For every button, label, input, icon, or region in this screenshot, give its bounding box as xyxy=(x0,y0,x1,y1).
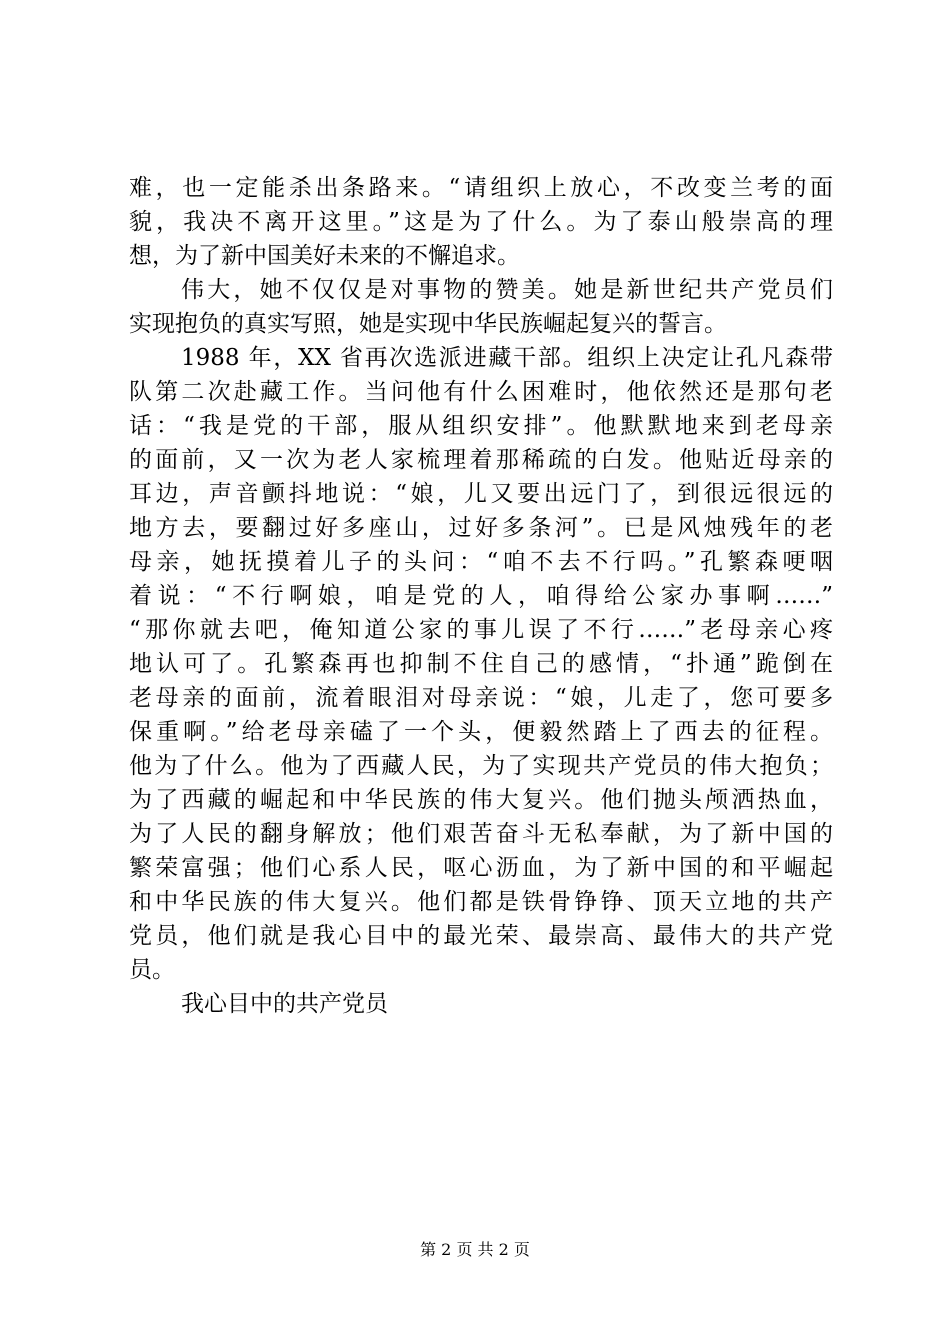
text-line: 繁荣富强；他们心系人民，呕心沥血，为了新中国的和平崛起 xyxy=(129,855,833,881)
text-line: 保重啊。”给老母亲磕了一个头，便毅然踏上了西去的征程。 xyxy=(129,719,833,745)
text-line: 的面前，又一次为老人家梳理着那稀疏的白发。他贴近母亲的 xyxy=(129,447,833,473)
text-line: 地认可了。孔繁森再也抑制不住自己的感情，“扑通”跪倒在 xyxy=(129,651,833,677)
text-line: 想，为了新中国美好未来的不懈追求。 xyxy=(129,243,520,269)
page-footer: 第 2 页 共 2 页 xyxy=(420,1240,530,1259)
text-line: 耳边，声音颤抖地说：“娘，儿又要出远门了，到很远很远的 xyxy=(129,481,833,507)
text-line: 母亲，她抚摸着儿子的头问：“咱不去不行吗。”孔繁森哽咽 xyxy=(129,549,833,575)
text-line: 为了人民的翻身解放；他们艰苦奋斗无私奉献，为了新中国的 xyxy=(129,821,833,847)
text-line: 员。 xyxy=(129,957,175,983)
document-body xyxy=(129,171,833,1021)
text-line: 实现抱负的真实写照，她是实现中华民族崛起复兴的誓言。 xyxy=(129,311,727,337)
text-line: 他为了什么。他为了西藏人民，为了实现共产党员的伟大抱负； xyxy=(129,753,833,779)
text-line: 话：“我是党的干部，服从组织安排”。他默默地来到老母亲 xyxy=(129,413,833,439)
text-line: 党员，他们就是我心目中的最光荣、最崇高、最伟大的共产党 xyxy=(129,923,833,949)
text-line: 着说：“不行啊娘，咱是党的人，咱得给公家办事啊……” xyxy=(129,583,833,609)
text-line: 队第二次赴藏工作。当问他有什么困难时，他依然还是那句老 xyxy=(129,379,833,405)
text-line: 我心目中的共产党员 xyxy=(181,991,388,1017)
text-line: 为了西藏的崛起和中华民族的伟大复兴。他们抛头颅洒热血， xyxy=(129,787,833,813)
text-line: 和中华民族的伟大复兴。他们都是铁骨铮铮、顶天立地的共产 xyxy=(129,889,833,915)
text-line: 难，也一定能杀出条路来。“请组织上放心，不改变兰考的面 xyxy=(129,175,833,201)
text-line: 地方去，要翻过好多座山，过好多条河”。已是风烛残年的老 xyxy=(129,515,833,541)
text-line: 貌，我决不离开这里。”这是为了什么。为了泰山般崇高的理 xyxy=(129,209,833,235)
text-line: 1988 年，XX 省再次选派进藏干部。组织上决定让孔凡森带 xyxy=(181,345,833,371)
text-line: 伟大，她不仅仅是对事物的赞美。她是新世纪共产党员们 xyxy=(181,277,833,303)
text-line: “那你就去吧，俺知道公家的事儿误了不行……”老母亲心疼 xyxy=(129,617,833,643)
text-line: 老母亲的面前，流着眼泪对母亲说：“娘，儿走了，您可要多 xyxy=(129,685,833,711)
